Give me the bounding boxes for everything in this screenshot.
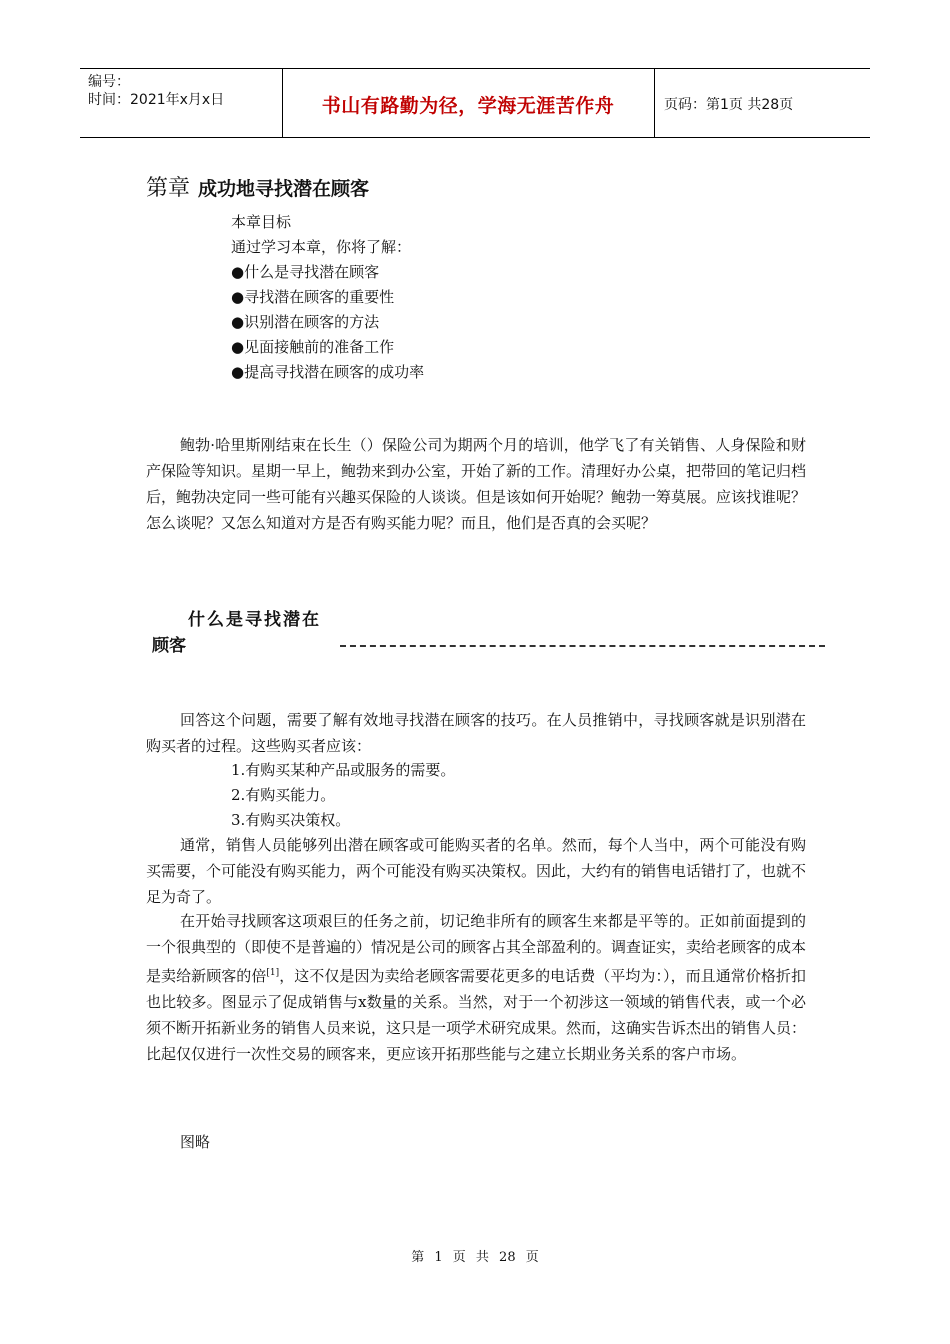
goal-item: ●什么是寻找潜在顾客 <box>231 263 380 281</box>
goal-item: ●提高寻找潜在顾客的成功率 <box>231 363 425 381</box>
body-paragraph: 通常，销售人员能够列出潜在顾客或可能购买者的名单。然而，每个人当中，两个可能没有购买需要，个可能没有购买能力，两个可能没有购买决策权。因此，大约有的销售电话错打了，也就不足为奇了。 <box>146 836 807 906</box>
story-paragraph: 鲍勃·哈里斯刚结束在长生（）保险公司为期两个月的培训，他学飞了有关销售、人身保险和财产保险等知识。星期一早上，鲍勃来到办公室，开始了新的工作。清理好办公桌，把带回的笔记归档后，鲍勃决定同一些可能有兴趣买保险的人谈谈。但是该如何开始呢？鲍勃一筹莫展。应该找谁呢？怎么谈呢？又怎么知道对方是否有购买能力呢？而且，他们是否真的会买呢？ <box>146 436 807 532</box>
chapter-goals <box>231 210 424 385</box>
paragraph-text: 在开始寻找顾客这项艰巨的任务之前，切记绝非所有的顾客生来都是平等的。正如前面提到的一个很典型的（即使不是普遍的）情况是公司的顾客占其全部盈利的。调查证实，卖给老顾客的成本是卖给新顾客的倍 <box>146 912 807 985</box>
section-heading-line1: 什么是寻找潜在 <box>188 610 321 630</box>
goals-heading: 本章目标 <box>231 213 292 231</box>
chapter-heading <box>146 171 369 202</box>
header-meta <box>88 73 224 109</box>
header-table <box>80 68 870 138</box>
section-heading <box>146 607 321 659</box>
goal-item: ●见面接触前的准备工作 <box>231 338 395 356</box>
date-label: 时间：2021年x月x日 <box>88 92 225 108</box>
number-label: 编号： <box>88 74 130 90</box>
footnote-ref: [1] <box>266 968 280 978</box>
section-heading-line2: 顾客 <box>152 636 186 656</box>
intro-paragraph: 回答这个问题，需要了解有效地寻找潜在顾客的技巧。在人员推销中，寻找顾客就是识别潜在购买者的过程。这些购买者应该： <box>146 711 806 755</box>
criteria-item: 3.有购买决策权。 <box>231 811 351 829</box>
header-motto: 书山有路勤为径，学海无涯苦作舟 <box>321 95 615 117</box>
chapter-title: 成功地寻找潜在顾客 <box>198 178 370 200</box>
body-paragraph <box>146 908 806 1067</box>
goal-item: ●识别潜在顾客的方法 <box>231 313 380 331</box>
header-divider <box>654 69 655 137</box>
criteria-item: 1.有购买某种产品或服务的需要。 <box>231 761 456 779</box>
header-page-label: 页码：第1页 共28页 <box>664 97 794 113</box>
figure-note: 图略 <box>180 1133 211 1151</box>
goals-intro: 通过学习本章，你将了解： <box>231 238 412 256</box>
goal-item: ●寻找潜在顾客的重要性 <box>231 288 395 306</box>
paragraph-text: ，这不仅是因为卖给老顾客需要花更多的电话费（平均为：），而且通常价格折扣也比较多。图显示了促成销售与x数量的关系。当然，对于一个初涉这一领域的销售代表，或一个必须不断开拓新业务的销售人员来说，这只是一项学术研究成果。然而，这确实告诉杰出的销售人员：比起仅仅进行一次性交易的顾客来，更应该开拓那些能与之建立长期业务关系的客户市场。 <box>146 967 807 1063</box>
section-dashed-rule <box>340 645 825 647</box>
page-footer: 第 1 页 共 28 页 <box>411 1250 539 1265</box>
criteria-item: 2.有购买能力。 <box>231 786 336 804</box>
chapter-number: 第章 <box>146 176 191 201</box>
criteria-list <box>231 758 455 833</box>
